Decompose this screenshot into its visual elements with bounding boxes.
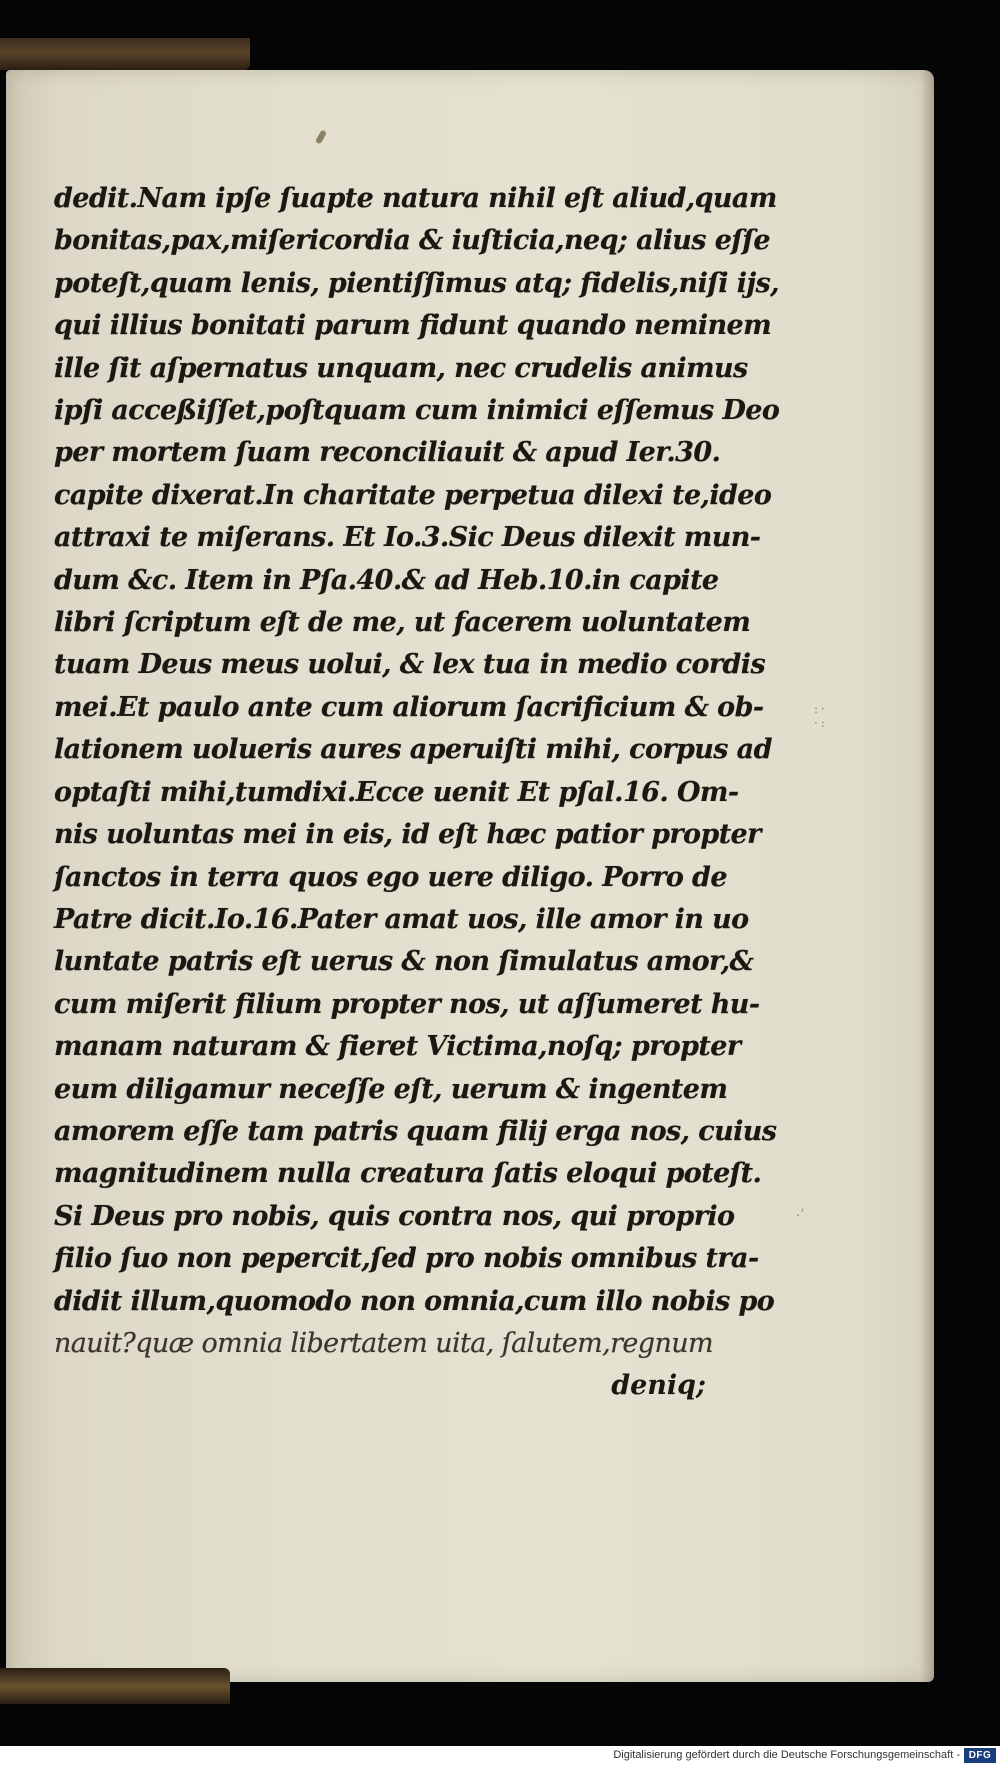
- text-line-1: dedit.Nam ipſe ſuapte natura nihil eſt aliud,quam: [54, 183, 777, 214]
- text-line-2: bonitas,pax,miſericordia & iuſticia,neq; alius eſſe: [54, 225, 770, 257]
- text-line-20: cum miſerit filium propter nos, ut aſſumeret hu-: [54, 988, 760, 1020]
- ink-speck-mark: [315, 129, 327, 144]
- text-line-9: attraxi te miſerans. Et Io.3.Sic Deus dilexit mun-: [54, 522, 761, 554]
- text-line-4: qui illius bonitati parum fidunt quando neminem: [54, 310, 772, 342]
- text-line-15: optaſti mihi,tumdixi.Ecce uenit Et pſal.16. Om-: [54, 776, 739, 808]
- text-line-18: Patre dicit.Io.16.Pater amat uos, ille amor in uo: [54, 903, 749, 935]
- text-line-17: ſanctos in terra quos ego uere diligo. Porro de: [54, 861, 727, 893]
- text-line-16: nis uoluntas mei in eis, id eſt hæc patior propter: [54, 819, 761, 851]
- text-line-19: luntate patris eſt uerus & non ſimulatus amor,&: [54, 946, 754, 978]
- text-line-11: libri ſcriptum eſt de me, ut facerem uoluntatem: [54, 607, 751, 639]
- book-page: [6, 70, 934, 1682]
- page-edge-shadow: [920, 70, 934, 1682]
- margin-mark-tick: ·ʹ: [796, 1208, 805, 1224]
- text-line-21: manam naturam & fieret Victima,noſq; propter: [54, 1031, 741, 1063]
- text-line-25: Si Deus pro nobis, quis contra nos, qui proprio: [54, 1200, 735, 1232]
- text-line-28: nauit?quæ omnia libertatem uita, ſalutem,regnum: [54, 1327, 714, 1359]
- dfg-logo: DFG: [964, 1748, 996, 1763]
- book-edge-bottom: [0, 1668, 230, 1704]
- text-line-14: lationem uolueris aures aperuiſti mihi, corpus ad: [54, 734, 772, 766]
- text-line-23: amorem eſſe tam patris quam filij erga nos, cuius: [54, 1115, 777, 1147]
- margin-mark-dots: :· ·:: [814, 702, 828, 730]
- text-line-27: didit illum,quomodo non omnia,cum illo nobis po: [54, 1285, 775, 1317]
- text-line-13: mei.Et paulo ante cum aliorum ſacrificium & ob-: [54, 691, 764, 723]
- text-line-7: per mortem ſuam reconciliauit & apud Ier.30.: [54, 437, 721, 469]
- text-line-6: ipſi acceßiſſet,poſtquam cum inimici eſſemus Deo: [54, 395, 780, 427]
- book-edge-top: [0, 38, 250, 70]
- text-line-3: poteſt,quam lenis, pientiſſimus atq; fidelis,niſi ijs,: [54, 267, 779, 299]
- catchword: deniq;: [611, 1370, 706, 1402]
- text-line-12: tuam Deus meus uolui, & lex tua in medio cordis: [54, 649, 766, 681]
- text-line-8: capite dixerat.In charitate perpetua dilexi te,ideo: [54, 479, 772, 511]
- text-line-26: filio ſuo non pepercit,ſed pro nobis omnibus tra-: [54, 1243, 759, 1275]
- page-text-block: [54, 178, 780, 1407]
- text-line-5: ille ſit aſpernatus unquam, nec crudelis animus: [54, 352, 748, 384]
- text-line-10: dum &c. Item in Pſa.40.& ad Heb.10.in capite: [54, 564, 719, 596]
- footer-credit: Digitalisierung gefördert durch die Deutsche Forschungsgemeinschaft -: [613, 1749, 960, 1761]
- text-line-22: eum diligamur neceſſe eſt, uerum & ingentem: [54, 1073, 728, 1105]
- text-line-24: magnitudinem nulla creatura ſatis eloqui poteſt.: [54, 1158, 762, 1190]
